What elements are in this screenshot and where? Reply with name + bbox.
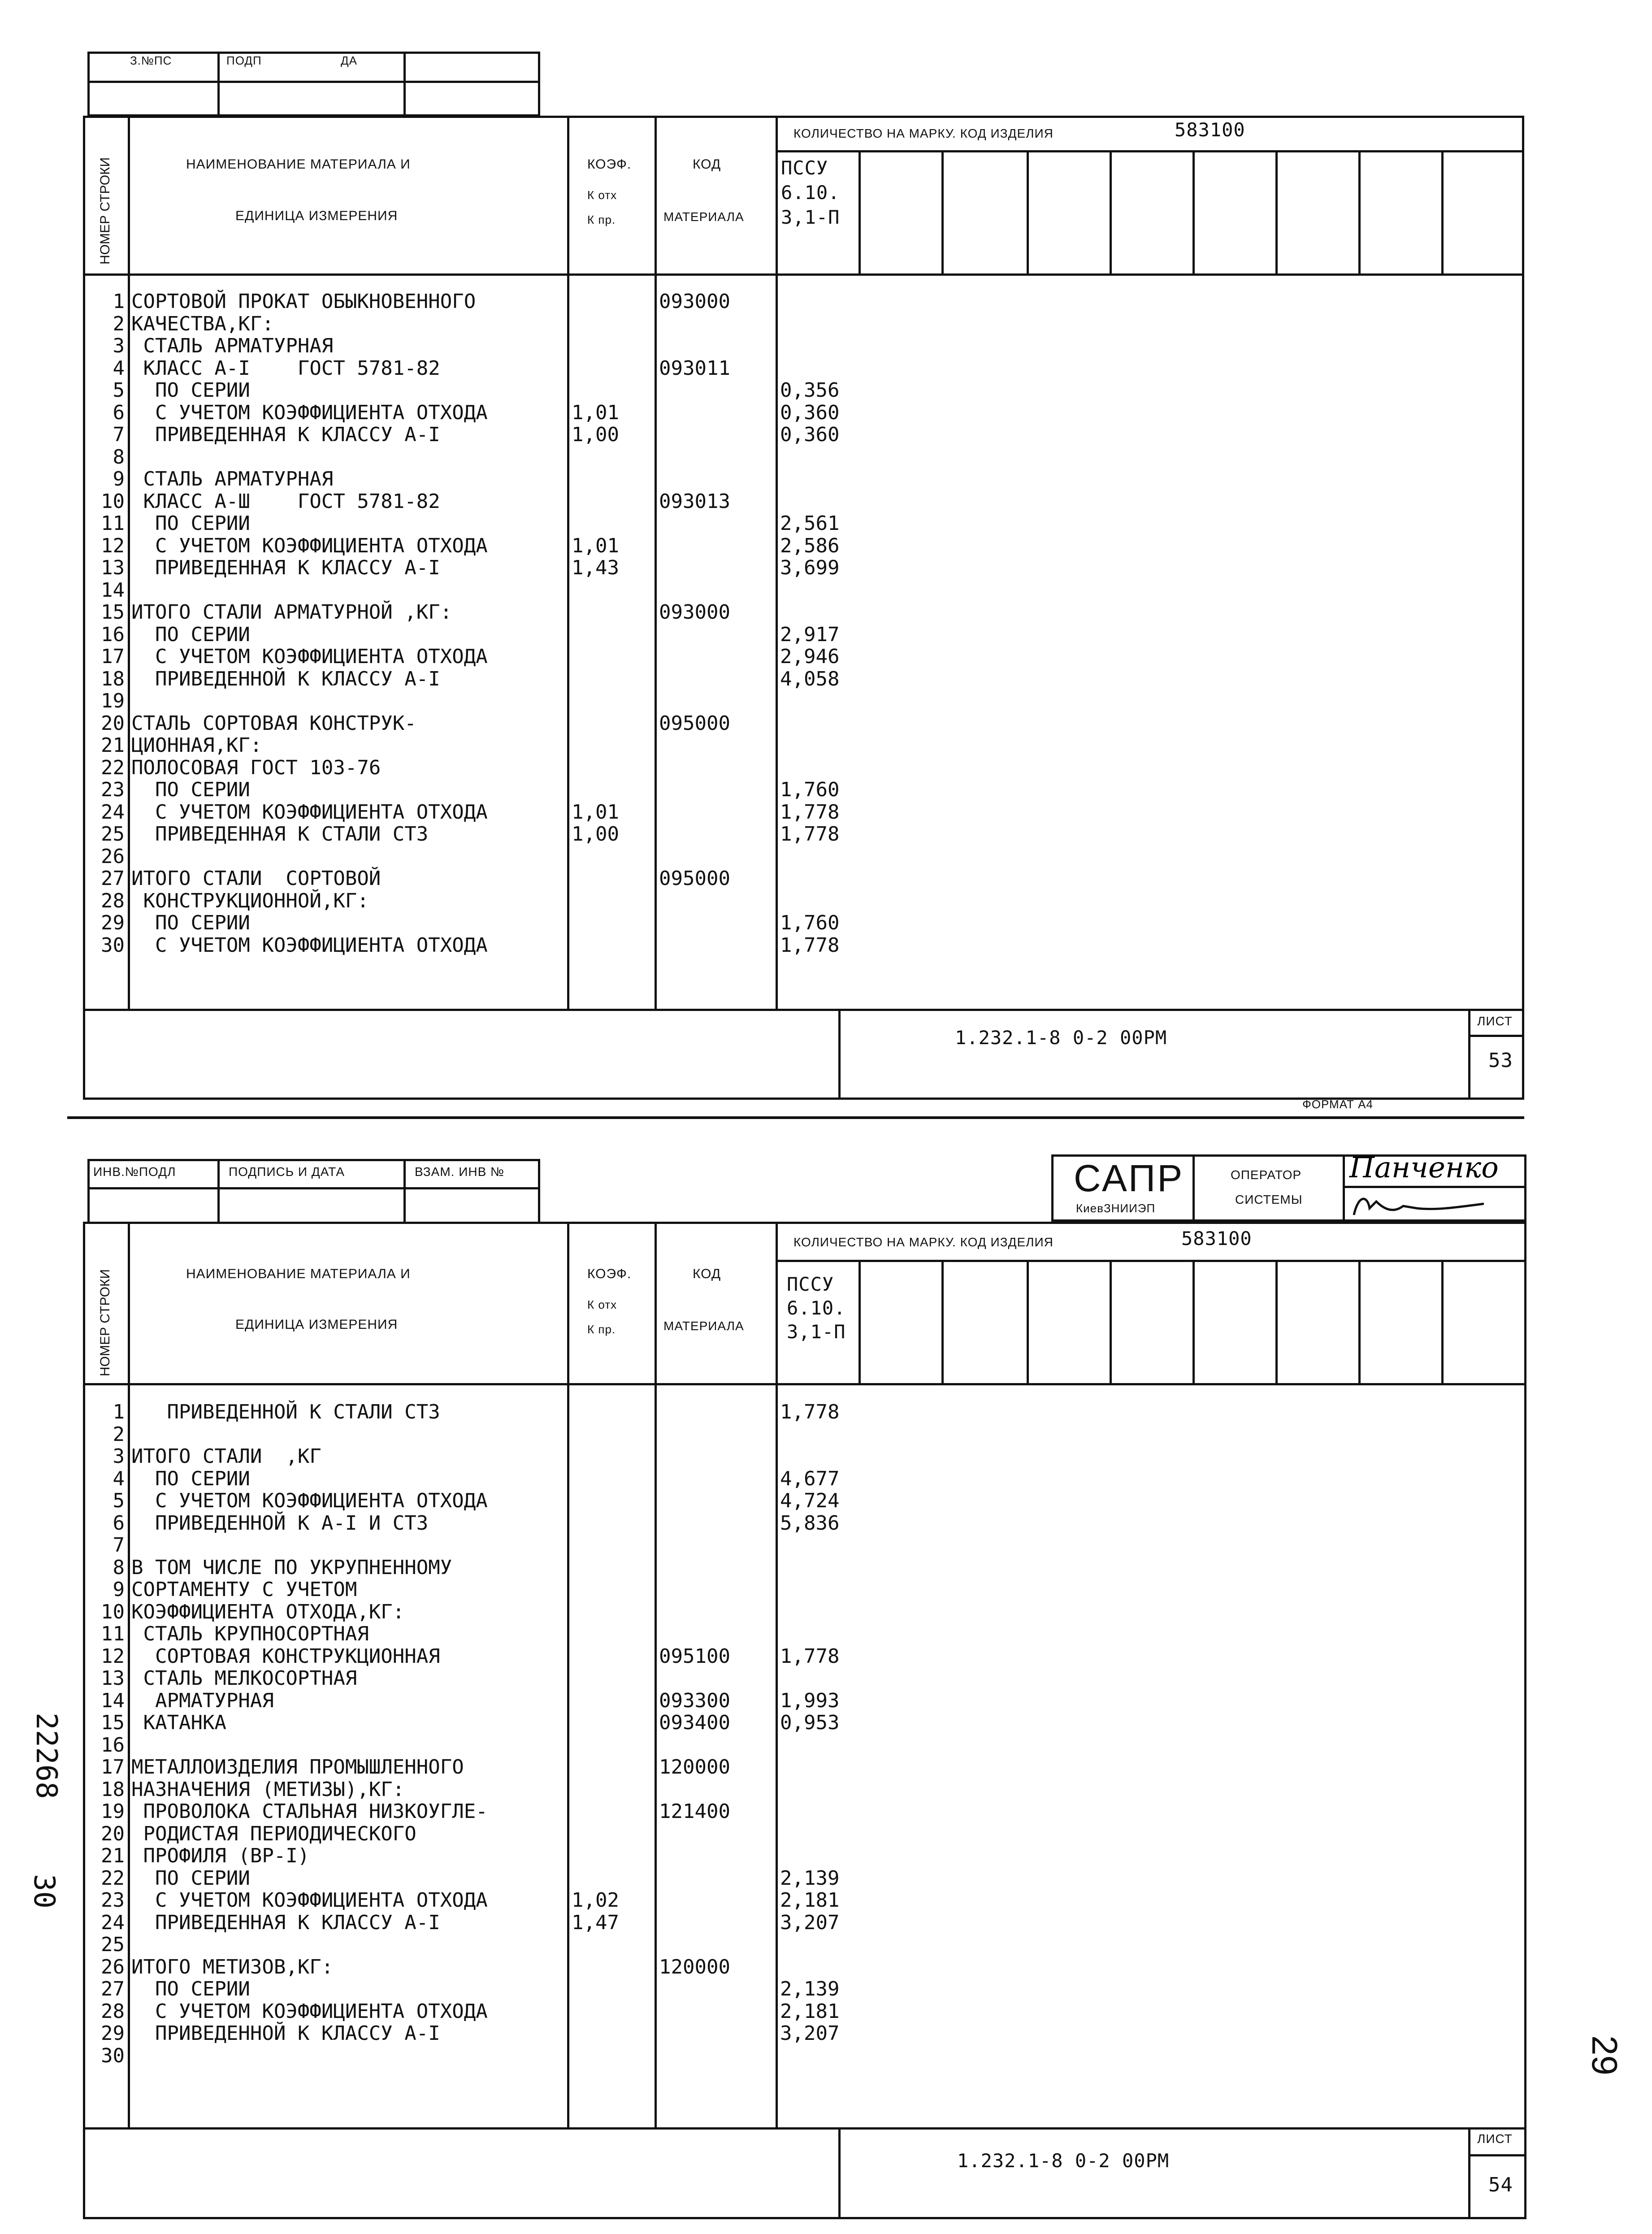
material-name: ПРИВЕДЕННАЯ К КЛАССУ А-I bbox=[131, 1911, 440, 1934]
row-number: 21 bbox=[101, 1844, 125, 1867]
quantity-value: 4,724 bbox=[780, 1489, 840, 1512]
row-number: 7 bbox=[113, 423, 125, 446]
row-number: 28 bbox=[101, 2000, 125, 2023]
sheet-label: ЛИСТ bbox=[1477, 2132, 1513, 2146]
row-number: 13 bbox=[101, 556, 125, 579]
material-name: СОРТАМЕНТУ С УЧЕТОМ bbox=[131, 1578, 357, 1601]
row-number: 24 bbox=[101, 801, 125, 824]
qty-header: КОЛИЧЕСТВО НА МАРКУ. КОД ИЗДЕЛИЯ bbox=[793, 1235, 1054, 1249]
approval-label-1: ИНВ.№ПОДЛ bbox=[93, 1165, 176, 1179]
name-header-line2: ЕДИНИЦА ИЗМЕРЕНИЯ bbox=[235, 208, 398, 223]
material-name: СТАЛЬ АРМАТУРНАЯ bbox=[131, 468, 334, 490]
row-number: 8 bbox=[113, 1556, 125, 1579]
material-name: КАТАНКА bbox=[131, 1711, 226, 1734]
stamp-operator-label-2: СИСТЕМЫ bbox=[1235, 1193, 1303, 1206]
material-code: 093000 bbox=[659, 290, 730, 313]
material-name: ПРИВЕДЕННАЯ К КЛАССУ А-I bbox=[131, 423, 440, 446]
material-name: В ТОМ ЧИСЛЕ ПО УКРУПНЕННОМУ bbox=[131, 1556, 452, 1579]
material-name: С УЧЕТОМ КОЭФФИЦИЕНТА ОТХОДА bbox=[131, 1489, 488, 1512]
material-name: С УЧЕТОМ КОЭФФИЦИЕНТА ОТХОДА bbox=[131, 534, 488, 557]
material-name: КАЧЕСТВА,КГ: bbox=[131, 312, 274, 335]
row-number: 9 bbox=[113, 468, 125, 490]
material-name: С УЧЕТОМ КОЭФФИЦИЕНТА ОТХОДА bbox=[131, 645, 488, 668]
row-number: 1 bbox=[113, 290, 125, 313]
quantity-value: 1,993 bbox=[780, 1689, 840, 1712]
quantity-value: 2,917 bbox=[780, 623, 840, 646]
approval-label-2: ПОДП bbox=[226, 54, 262, 67]
name-header-line1: НАИМЕНОВАНИЕ МАТЕРИАЛА И bbox=[186, 157, 411, 172]
material-name: НАЗНАЧЕНИЯ (МЕТИЗЫ),КГ: bbox=[131, 1778, 405, 1801]
material-name: КОЭФФИЦИЕНТА ОТХОДА,КГ: bbox=[131, 1601, 405, 1623]
material-name: КОНСТРУКЦИОННОЙ,КГ: bbox=[131, 889, 369, 912]
quantity-value: 1,760 bbox=[780, 778, 840, 801]
row-number: 18 bbox=[101, 1778, 125, 1801]
series-l2: 6.10. bbox=[787, 1297, 846, 1319]
series-l2: 6.10. bbox=[781, 182, 840, 204]
row-number: 10 bbox=[101, 1601, 125, 1623]
row-number: 28 bbox=[101, 889, 125, 912]
format-label: ФОРМАТ А4 bbox=[1302, 1097, 1373, 1111]
row-number: 29 bbox=[101, 2022, 125, 2045]
margin-note-2: 30 bbox=[27, 1874, 61, 1909]
row-number: 1 bbox=[113, 1401, 125, 1423]
stamp-org: КиевЗНИИЭП bbox=[1076, 1202, 1156, 1215]
row-number: 20 bbox=[101, 712, 125, 735]
product-code: 583100 bbox=[1175, 119, 1245, 141]
material-name: ИТОГО СТАЛИ АРМАТУРНОЙ ,КГ: bbox=[131, 601, 452, 624]
material-code: 093013 bbox=[659, 490, 730, 513]
row-number: 29 bbox=[101, 911, 125, 934]
approval-label-2: ПОДПИСЬ И ДАТА bbox=[229, 1165, 345, 1179]
material-name: ПРИВЕДЕННОЙ К СТАЛИ СТ3 bbox=[131, 1401, 440, 1423]
material-name: МЕТАЛЛОИЗДЕЛИЯ ПРОМЫШЛЕННОГО bbox=[131, 1756, 464, 1779]
quantity-value: 1,778 bbox=[780, 934, 840, 957]
material-name: ПО СЕРИИ bbox=[131, 778, 250, 801]
quantity-value: 2,181 bbox=[780, 1889, 840, 1912]
code-sub-header: МАТЕРИАЛА bbox=[663, 1319, 744, 1333]
row-number: 21 bbox=[101, 734, 125, 757]
coef-otx-header: К отх bbox=[587, 188, 617, 202]
row-number: 4 bbox=[113, 357, 125, 380]
quantity-value: 4,677 bbox=[780, 1467, 840, 1490]
approval-label-1: З.№ПС bbox=[130, 54, 172, 67]
row-number-header: НОМЕР СТРОКИ bbox=[98, 157, 113, 265]
operator-signature-scribble bbox=[1349, 1190, 1493, 1222]
material-name: С УЧЕТОМ КОЭФФИЦИЕНТА ОТХОДА bbox=[131, 401, 488, 424]
stamp-operator-label-1: ОПЕРАТОР bbox=[1231, 1168, 1302, 1182]
row-number: 3 bbox=[113, 334, 125, 357]
quantity-value: 4,058 bbox=[780, 668, 840, 690]
material-code: 093400 bbox=[659, 1711, 730, 1734]
quantity-value: 1,778 bbox=[780, 823, 840, 846]
quantity-value: 3,207 bbox=[780, 2022, 840, 2045]
material-name: СТАЛЬ СОРТОВАЯ КОНСТРУК- bbox=[131, 712, 416, 735]
row-number: 13 bbox=[101, 1667, 125, 1690]
code-header: КОД bbox=[693, 1267, 721, 1281]
material-name: КЛАСС А-Ш ГОСТ 5781-82 bbox=[131, 490, 440, 513]
material-code: 095000 bbox=[659, 867, 730, 890]
coefficient-value: 1,43 bbox=[572, 556, 619, 579]
sheet-label: ЛИСТ bbox=[1477, 1014, 1513, 1028]
quantity-value: 1,760 bbox=[780, 911, 840, 934]
material-name: СТАЛЬ КРУПНОСОРТНАЯ bbox=[131, 1622, 369, 1645]
material-name: СОРТОВОЙ ПРОКАТ ОБЫКНОВЕННОГО bbox=[131, 290, 476, 313]
coef-otx-header: К отх bbox=[587, 1298, 617, 1311]
material-name: ПРИВЕДЕННОЙ К КЛАССУ А-I bbox=[131, 2022, 440, 2045]
row-number: 12 bbox=[101, 1645, 125, 1668]
material-name: ПО СЕРИИ bbox=[131, 1867, 250, 1890]
row-number: 17 bbox=[101, 1756, 125, 1779]
row-number: 27 bbox=[101, 867, 125, 890]
row-number: 2 bbox=[113, 1423, 125, 1446]
row-number: 17 bbox=[101, 645, 125, 668]
row-number: 19 bbox=[101, 1800, 125, 1823]
row-number: 9 bbox=[113, 1578, 125, 1601]
material-name: ПО СЕРИИ bbox=[131, 911, 250, 934]
material-name: ПРИВЕДЕННАЯ К КЛАССУ А-I bbox=[131, 556, 440, 579]
row-number: 16 bbox=[101, 623, 125, 646]
doc-code: 1.232.1-8 0-2 00РМ bbox=[957, 2150, 1170, 2172]
row-number: 27 bbox=[101, 1978, 125, 2000]
material-name: ПРИВЕДЕННАЯ К СТАЛИ СТ3 bbox=[131, 823, 429, 846]
quantity-value: 2,181 bbox=[780, 2000, 840, 2023]
sheet-number: 53 bbox=[1488, 1049, 1513, 1072]
row-number: 25 bbox=[101, 823, 125, 846]
coef-pr-header: К пр. bbox=[587, 213, 616, 226]
approval-label-3: ДА bbox=[341, 54, 357, 67]
row-number: 22 bbox=[101, 756, 125, 779]
stamp-system: САПР bbox=[1074, 1157, 1184, 1199]
row-number: 23 bbox=[101, 1889, 125, 1912]
material-name: ИТОГО СТАЛИ СОРТОВОЙ bbox=[131, 867, 381, 890]
name-header-line2: ЕДИНИЦА ИЗМЕРЕНИЯ bbox=[235, 1317, 398, 1332]
quantity-value: 0,360 bbox=[780, 401, 840, 424]
series-l1: ПССУ bbox=[787, 1273, 834, 1295]
row-number: 5 bbox=[113, 1489, 125, 1512]
material-name: СТАЛЬ АРМАТУРНАЯ bbox=[131, 334, 334, 357]
coefficient-value: 1,47 bbox=[572, 1911, 619, 1934]
row-number: 11 bbox=[101, 512, 125, 535]
material-code: 121400 bbox=[659, 1800, 730, 1823]
code-header: КОД bbox=[693, 157, 721, 172]
material-code: 095000 bbox=[659, 712, 730, 735]
series-l1: ПССУ bbox=[781, 157, 828, 179]
quantity-value: 1,778 bbox=[780, 801, 840, 824]
coefficient-value: 1,01 bbox=[572, 801, 619, 824]
quantity-value: 5,836 bbox=[780, 1512, 840, 1535]
row-number: 3 bbox=[113, 1445, 125, 1468]
row-number: 19 bbox=[101, 690, 125, 712]
margin-note: 22268 bbox=[30, 1713, 63, 1799]
quantity-value: 0,953 bbox=[780, 1711, 840, 1734]
operator-signature: Панченко bbox=[1349, 1151, 1499, 1184]
qty-header: КОЛИЧЕСТВО НА МАРКУ. КОД ИЗДЕЛИЯ bbox=[793, 126, 1054, 140]
material-name: ПРИВЕДЕННОЙ К А-I И СТ3 bbox=[131, 1512, 429, 1535]
row-number: 25 bbox=[101, 1933, 125, 1956]
row-number: 5 bbox=[113, 379, 125, 402]
material-name: ЦИОННАЯ,КГ: bbox=[131, 734, 262, 757]
quantity-value: 2,586 bbox=[780, 534, 840, 557]
quantity-value: 3,207 bbox=[780, 1911, 840, 1934]
row-number: 7 bbox=[113, 1534, 125, 1557]
row-number: 23 bbox=[101, 778, 125, 801]
material-name: КЛАСС А-I ГОСТ 5781-82 bbox=[131, 357, 440, 380]
coef-pr-header: К пр. bbox=[587, 1323, 616, 1336]
material-name: ПРИВЕДЕННОЙ К КЛАССУ А-I bbox=[131, 668, 440, 690]
row-number: 30 bbox=[101, 934, 125, 957]
coefficient-value: 1,01 bbox=[572, 401, 619, 424]
material-name: С УЧЕТОМ КОЭФФИЦИЕНТА ОТХОДА bbox=[131, 2000, 488, 2023]
coefficient-value: 1,02 bbox=[572, 1889, 619, 1912]
sheet-number: 54 bbox=[1488, 2173, 1513, 2196]
coefficient-value: 1,01 bbox=[572, 534, 619, 557]
series-l3: 3,1-П bbox=[781, 206, 840, 228]
row-number: 22 bbox=[101, 1867, 125, 1890]
material-code: 120000 bbox=[659, 1956, 730, 1978]
row-number: 6 bbox=[113, 1512, 125, 1535]
row-number: 18 bbox=[101, 668, 125, 690]
row-number: 24 bbox=[101, 1911, 125, 1934]
row-number: 14 bbox=[101, 1689, 125, 1712]
row-number-header: НОМЕР СТРОКИ bbox=[98, 1269, 113, 1376]
row-number: 6 bbox=[113, 401, 125, 424]
material-name: СТАЛЬ МЕЛКОСОРТНАЯ bbox=[131, 1667, 357, 1690]
material-name: ПО СЕРИИ bbox=[131, 1978, 250, 2000]
coefficient-value: 1,00 bbox=[572, 823, 619, 846]
approval-label-3: ВЗАМ. ИНВ № bbox=[415, 1165, 505, 1179]
material-name: АРМАТУРНАЯ bbox=[131, 1689, 274, 1712]
material-name: ИТОГО МЕТИЗОВ,КГ: bbox=[131, 1956, 334, 1978]
material-name: ПО СЕРИИ bbox=[131, 1467, 250, 1490]
product-code: 583100 bbox=[1181, 1228, 1252, 1249]
page-number: 29 bbox=[1585, 2035, 1625, 2075]
doc-code: 1.232.1-8 0-2 00РМ bbox=[955, 1027, 1167, 1049]
material-code: 093011 bbox=[659, 357, 730, 380]
row-number: 11 bbox=[101, 1622, 125, 1645]
name-header-line1: НАИМЕНОВАНИЕ МАТЕРИАЛА И bbox=[186, 1267, 411, 1281]
quantity-value: 1,778 bbox=[780, 1645, 840, 1668]
code-sub-header: МАТЕРИАЛА bbox=[663, 210, 744, 224]
coefficient-value: 1,00 bbox=[572, 423, 619, 446]
material-code: 095100 bbox=[659, 1645, 730, 1668]
material-name: С УЧЕТОМ КОЭФФИЦИЕНТА ОТХОДА bbox=[131, 801, 488, 824]
row-number: 16 bbox=[101, 1734, 125, 1757]
row-number: 12 bbox=[101, 534, 125, 557]
material-name: ИТОГО СТАЛИ ,КГ bbox=[131, 1445, 321, 1468]
row-number: 14 bbox=[101, 579, 125, 602]
quantity-value: 0,356 bbox=[780, 379, 840, 402]
row-number: 8 bbox=[113, 446, 125, 468]
quantity-value: 3,699 bbox=[780, 556, 840, 579]
quantity-value: 2,139 bbox=[780, 1867, 840, 1890]
row-number: 26 bbox=[101, 845, 125, 868]
material-name: ПОЛОСОВАЯ ГОСТ 103-76 bbox=[131, 756, 381, 779]
material-name: С УЧЕТОМ КОЭФФИЦИЕНТА ОТХОДА bbox=[131, 934, 488, 957]
row-number: 4 bbox=[113, 1467, 125, 1490]
quantity-value: 2,139 bbox=[780, 1978, 840, 2000]
quantity-value: 2,561 bbox=[780, 512, 840, 535]
coef-header: КОЭФ. bbox=[587, 157, 632, 172]
material-name: ПРОФИЛЯ (ВР-I) bbox=[131, 1844, 310, 1867]
material-name: ПО СЕРИИ bbox=[131, 623, 250, 646]
row-number: 15 bbox=[101, 1711, 125, 1734]
material-name: СОРТОВАЯ КОНСТРУКЦИОННАЯ bbox=[131, 1645, 440, 1668]
material-name: ПО СЕРИИ bbox=[131, 512, 250, 535]
row-number: 20 bbox=[101, 1822, 125, 1845]
series-l3: 3,1-П bbox=[787, 1321, 846, 1343]
quantity-value: 2,946 bbox=[780, 645, 840, 668]
material-code: 120000 bbox=[659, 1756, 730, 1779]
quantity-value: 1,778 bbox=[780, 1401, 840, 1423]
material-name: С УЧЕТОМ КОЭФФИЦИЕНТА ОТХОДА bbox=[131, 1889, 488, 1912]
quantity-value: 0,360 bbox=[780, 423, 840, 446]
material-name: ПРОВОЛОКА СТАЛЬНАЯ НИЗКОУГЛЕ- bbox=[131, 1800, 488, 1823]
row-number: 26 bbox=[101, 1956, 125, 1978]
row-number: 30 bbox=[101, 2044, 125, 2067]
material-code: 093300 bbox=[659, 1689, 730, 1712]
coef-header: КОЭФ. bbox=[587, 1267, 632, 1281]
row-number: 10 bbox=[101, 490, 125, 513]
material-code: 093000 bbox=[659, 601, 730, 624]
material-name: ПО СЕРИИ bbox=[131, 379, 250, 402]
material-name: РОДИСТАЯ ПЕРИОДИЧЕСКОГО bbox=[131, 1822, 416, 1845]
row-number: 2 bbox=[113, 312, 125, 335]
row-number: 15 bbox=[101, 601, 125, 624]
